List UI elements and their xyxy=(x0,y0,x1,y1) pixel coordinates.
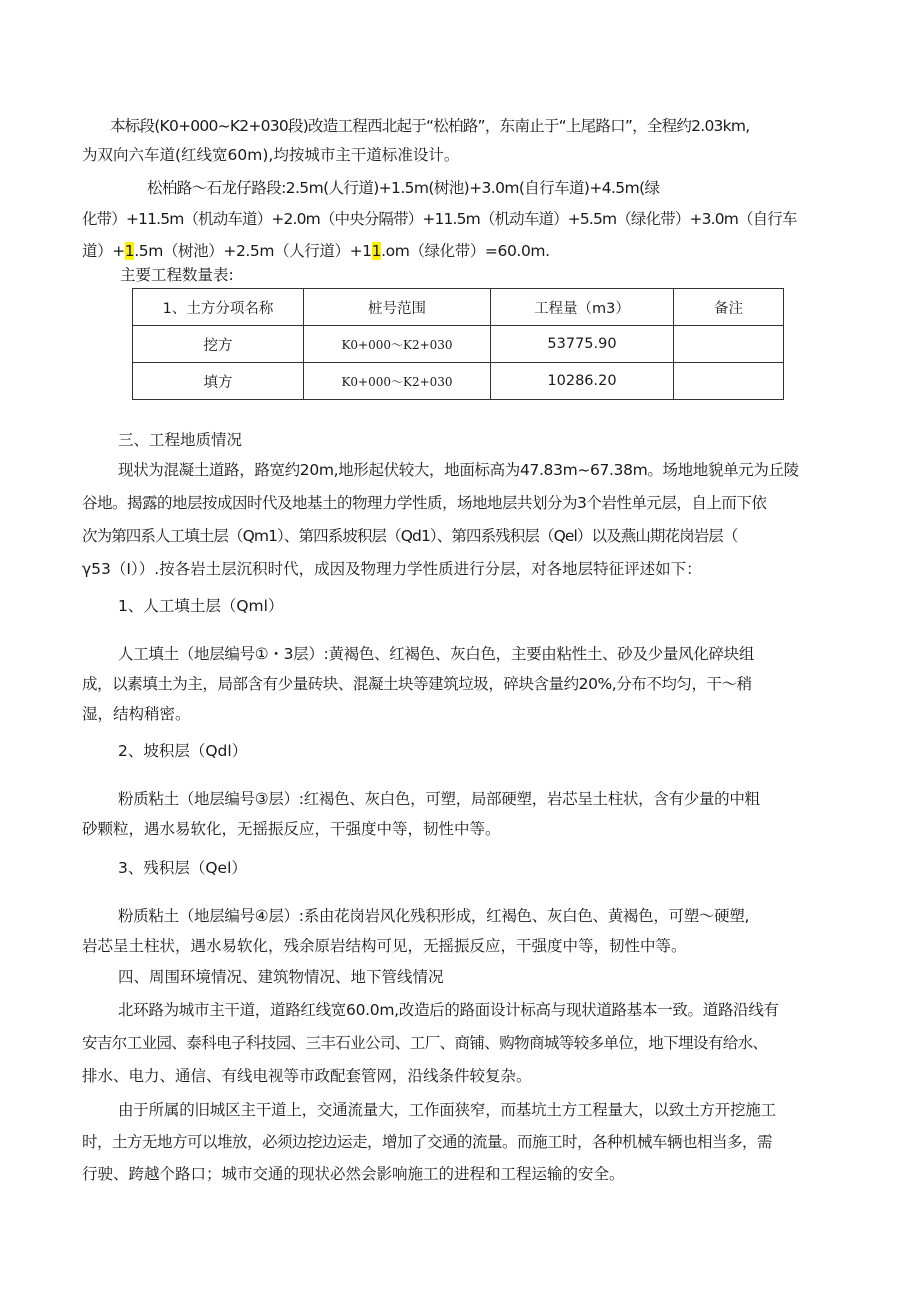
table-row xyxy=(133,363,784,400)
subsection-title: 1、人工填土层（Qml） xyxy=(118,597,284,615)
section-line-3-b: .5m（树池）+2.5m（人行道）+1 xyxy=(134,242,372,260)
table-cell: 10286.20 xyxy=(491,363,674,400)
paragraph-line: 成，以素填土为主，局部含有少量砖块、混凝土块等建筑垃圾，碎块含量约20%,分布不均匀，干～稍 xyxy=(82,675,752,693)
paragraph-line: 湿，结构稍密。 xyxy=(82,705,191,723)
paragraph-line: 由于所属的旧城区主干道上，交通流量大，工作面狭窄，而基坑土方工程量大，以致土方开挖施工 xyxy=(118,1101,776,1119)
intro-line-2: 为双向六车道(红线宽60m),均按城市主干道标准设计。 xyxy=(82,146,460,164)
paragraph-line: 北环路为城市主干道，道路红线宽60.0m,改造后的路面设计标高与现状道路基本一致。道路沿线有 xyxy=(118,1001,779,1019)
section-line-3-c: .om（绿化带）=60.0m. xyxy=(381,242,550,260)
paragraph-line: 安吉尔工业园、泰科电子科技园、三丰石业公司、工厂、商铺、购物商城等较多单位，地下埋设有给水、 xyxy=(82,1034,768,1052)
paragraph-line: 谷地。揭露的地层按成因时代及地基土的物理力学性质，场地地层共划分为3个岩性单元层，自上而下依 xyxy=(82,494,767,512)
paragraph-line: 次为第四系人工填土层（Qm1）、第四系坡积层（Qd1）、第四系残积层（Qel）以及燕山期花岗岩层（ xyxy=(82,527,738,545)
paragraph-line: 现状为混凝土道路，路宽约20m,地形起伏较大，地面标高为47.83m~67.38m。场地地貌单元为丘陵 xyxy=(118,461,799,479)
table-cell xyxy=(674,326,784,363)
table-header-cell: 备注 xyxy=(674,289,784,326)
paragraph-line: 行驶、跨越个路口；城市交通的现状必然会影响施工的进程和工程运输的安全。 xyxy=(82,1165,625,1183)
paragraph-line: 粉质粘土（地层编号③层）:红褐色、灰白色，可塑，局部硬塑，岩芯呈土柱状，含有少量的中粗 xyxy=(118,790,760,808)
paragraph-line: 岩芯呈土柱状，遇水易软化，残余原岩结构可见，无摇振反应，干强度中等，韧性中等。 xyxy=(82,937,687,955)
table-cell: 挖方 xyxy=(133,326,304,363)
section-line-1: 松柏路～石龙仔路段:2.5m(人行道)+1.5m(树池)+3.0m(自行车道)+4.5m(绿 xyxy=(147,179,660,197)
paragraph-line: 砂颗粒，遇水易软化，无摇振反应，干强度中等，韧性中等。 xyxy=(82,820,501,838)
highlight-mark-2: 1 xyxy=(371,242,382,260)
table-cell: K0+000～K2+030 xyxy=(304,363,491,400)
section-title: 三、工程地质情况 xyxy=(118,431,243,449)
quantity-table xyxy=(132,288,784,400)
table-cell: 填方 xyxy=(133,363,304,400)
table-cell: 53775.90 xyxy=(491,326,674,363)
paragraph-line: 时，土方无地方可以堆放，必须边挖边运走，增加了交通的流量。而施工时，各种机械车辆也相当多，需 xyxy=(82,1133,773,1151)
table-header-cell: 工程量（m3） xyxy=(491,289,674,326)
highlight-mark-1: 1 xyxy=(124,242,135,260)
table-header-cell: 桩号范围 xyxy=(304,289,491,326)
subsection-title: 2、坡积层（Qdl） xyxy=(118,742,248,760)
table-header-cell: 1、土方分项名称 xyxy=(133,289,304,326)
subsection-title: 3、残积层（Qel） xyxy=(118,859,247,877)
section-line-2: 化带）+11.5m（机动车道）+2.0m（中央分隔带）+11.5m（机动车道）+5.5m（绿化带）+3.0m（自行车 xyxy=(82,210,797,228)
table-cell: K0+000～K2+030 xyxy=(304,326,491,363)
intro-line-1: 本标段(K0+000~K2+030段)改造工程西北起于“松柏路”，东南止于“上尾路口”，全程约2.03km, xyxy=(110,117,750,135)
paragraph-line: 人工填土（地层编号①・3层）:黄褐色、红褐色、灰白色，主要由粘性土、砂及少量风化碎块组 xyxy=(118,645,755,663)
table-cell xyxy=(674,363,784,400)
paragraph-line: 排水、电力、通信、有线电视等市政配套管网，沿线条件较复杂。 xyxy=(82,1067,532,1085)
paragraph-line: 粉质粘土（地层编号④层）:系由花岗岩风化残积形成，红褐色、灰白色、黄褐色，可塑～硬塑, xyxy=(118,907,750,925)
section-line-3-a: 道）+ xyxy=(82,242,125,260)
table-row xyxy=(133,326,784,363)
paragraph-line: γ53（I））.按各岩土层沉积时代，成因及物理力学性质进行分层，对各地层特征评述如下： xyxy=(82,560,702,578)
section-title: 四、周围环境情况、建筑物情况、地下管线情况 xyxy=(118,968,444,986)
section-line-3 xyxy=(82,240,550,262)
table-caption: 主要工程数量表: xyxy=(120,266,234,284)
table-header-row xyxy=(133,289,784,326)
